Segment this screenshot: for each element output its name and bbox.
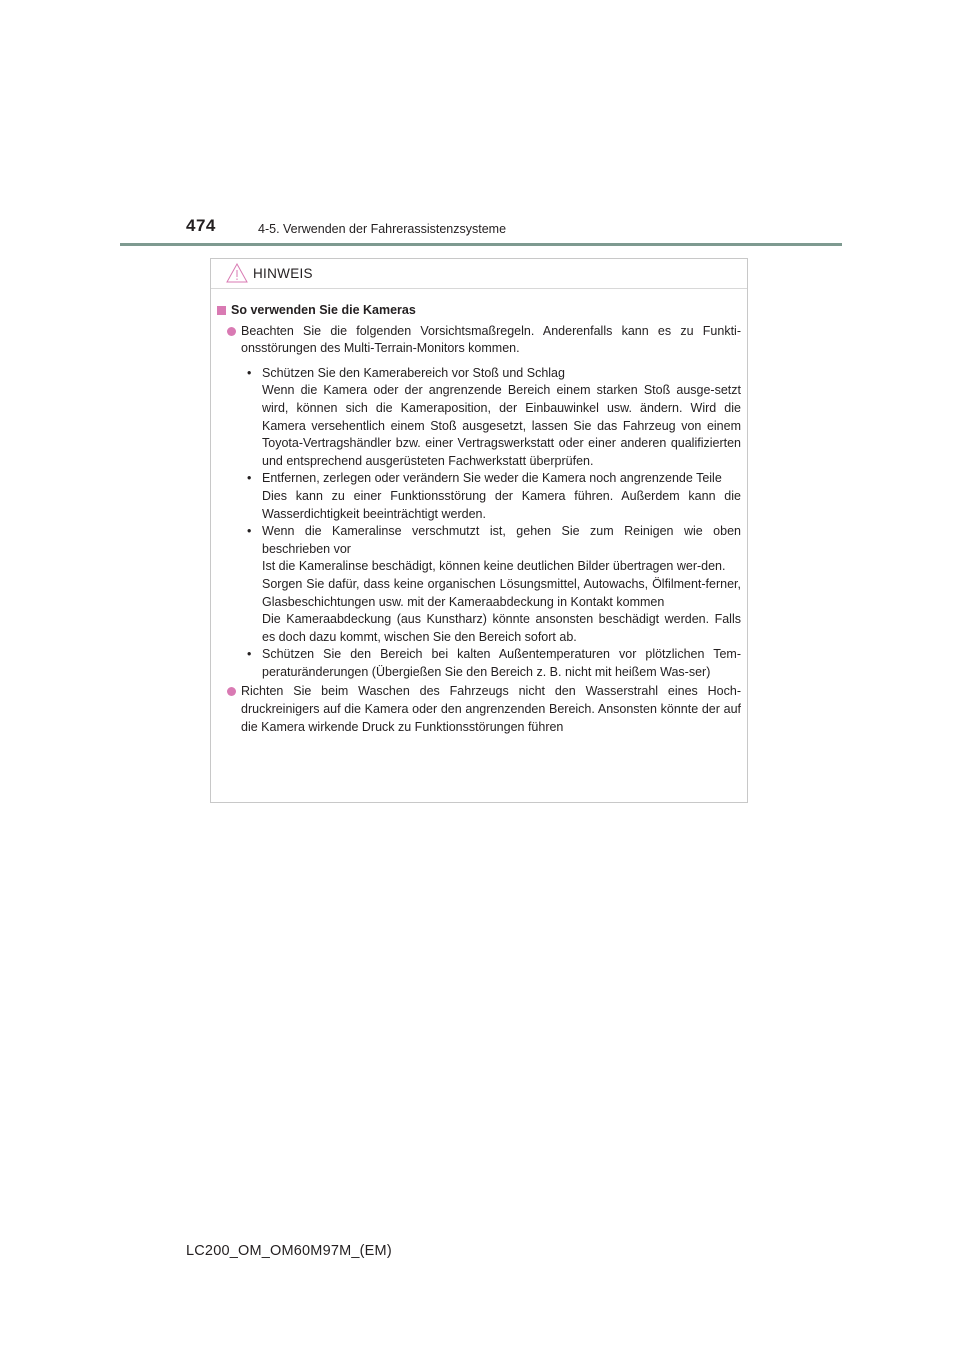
dash-item-lead: Schützen Sie den Kamerabereich vor Stoß und Schlag <box>262 365 565 380</box>
dash-item-4 <box>217 646 741 681</box>
notice-title: HINWEIS <box>253 266 313 281</box>
dash-item-text: Ist die Kameralinse beschädigt, können keine deutlichen Bilder übertragen wer-den. <box>262 559 726 574</box>
dash-item-lead: Entfernen, zerlegen oder verändern Sie weder die Kamera noch angrenzende Teile <box>262 471 722 486</box>
dash-item-2 <box>217 470 741 523</box>
dash-bullet-icon: • <box>247 524 252 539</box>
dash-bullet-icon: • <box>247 471 252 486</box>
circle-bullet-icon <box>227 687 236 696</box>
dash-item-1 <box>217 365 741 471</box>
dash-item-lead: Schützen Sie den Bereich bei kalten Außentemperaturen vor plötzlichen Tem-peraturänderungen (Übergießen Sie den Bereich z. B. nicht mit heißem Was-ser) <box>262 647 741 679</box>
dash-item-lead: Wenn die Kameralinse verschmutzt ist, gehen Sie zum Reinigen wie oben beschrieben vor <box>262 524 741 556</box>
footer-code: LC200_OM_OM60M97M_(EM) <box>186 1243 392 1259</box>
warning-triangle-icon <box>226 263 248 283</box>
page-number: 474 <box>186 216 216 235</box>
notice-header <box>211 259 747 289</box>
subheading <box>217 302 741 320</box>
bullet-item <box>217 323 741 358</box>
bullet-item <box>217 683 741 736</box>
notice-box <box>210 258 748 803</box>
dash-item-3 <box>217 523 741 646</box>
bullet-text: Beachten Sie die folgenden Vorsichtsmaßregeln. Anderenfalls kann es zu Funkti-onsstörungen des Multi-Terrain-Monitors kommen. <box>241 323 741 356</box>
dash-bullet-icon: • <box>247 647 252 662</box>
bullet-text: Richten Sie beim Waschen des Fahrzeugs nicht den Wasserstrahl eines Hoch-druckreinigers auf die Kamera oder den angrenzenden Bereich. Ansonsten könnte der auf die Kamera wirkende Druck zu Funktionsstörungen führen <box>241 684 741 734</box>
circle-bullet-icon <box>227 327 236 336</box>
header-rule <box>120 243 842 246</box>
dash-item-text: Sorgen Sie dafür, dass keine organischen Lösungsmittel, Autowachs, Ölfilment-ferner, Glasbeschichtungen usw. mit der Kameraabdeckung in Kontakt kommen <box>262 576 741 609</box>
subheading-text: So verwenden Sie die Kameras <box>231 303 416 317</box>
section-title: 4-5. Verwenden der Fahrerassistenzsysteme <box>258 222 507 236</box>
dash-bullet-icon: • <box>247 365 252 380</box>
dash-item-text: Dies kann zu einer Funktionsstörung der Kamera führen. Außerdem kann die Wasserdichtigkeit beeinträchtigt werden. <box>262 488 741 521</box>
notice-body <box>211 289 747 736</box>
dash-item-text: Die Kameraabdeckung (aus Kunstharz) könnte ansonsten beschädigt werden. Falls es doch dazu kommt, wischen Sie den Bereich sofort ab. <box>262 612 741 644</box>
dash-item-text: Wenn die Kamera oder der angrenzende Bereich einem starken Stoß ausge-setzt wird, können sich die Kameraposition, der Einbauwinkel usw. ändern. Wird die Kamera versehentlich einem Stoß ausgesetzt, lassen Sie das Fahrzeug von einem Toyota-Vertragshändler bzw. einer Vertragswerkstatt oder einer anderen qualifizierten und entsprechend ausgerüsteten Fachwerkstatt überprüfen. <box>262 383 741 468</box>
square-bullet-icon <box>217 306 226 315</box>
dash-list <box>217 365 741 682</box>
